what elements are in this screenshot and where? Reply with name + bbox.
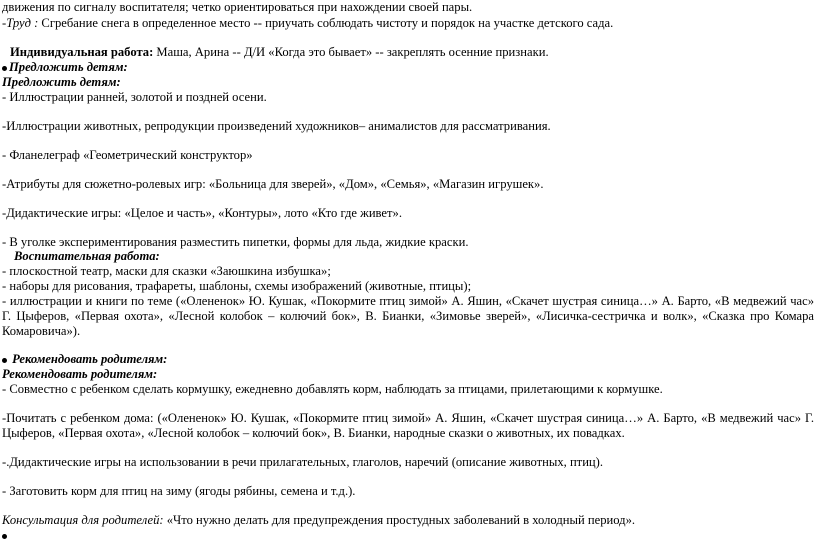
- line-text: движения по сигналу воспитателя; четко ориентироваться при нахождении своей пары.: [2, 0, 473, 14]
- text-line: [2, 177, 543, 192]
- section-heading: Предложить детям:: [2, 75, 121, 89]
- text-line: [2, 90, 267, 105]
- bullet-icon: [2, 358, 7, 363]
- line-text: - Заготовить корм для птиц на зиму (ягоды рябины, семена и т.д.).: [2, 484, 356, 498]
- text-line: [2, 16, 613, 31]
- section-heading: Воспитательная работа:: [14, 249, 160, 263]
- line-text: - Иллюстрации ранней, золотой и поздней осени.: [2, 90, 267, 104]
- text-line: [2, 352, 167, 367]
- line-text: - плоскостной театр, маски для сказки «Заюшкина избушка»;: [2, 264, 331, 278]
- text-line: [2, 0, 472, 15]
- text-line: [2, 455, 603, 470]
- line-text: -.Дидактические игры на использовании в речи прилагательных, глаголов, наречий (описание животных, птиц).: [2, 455, 604, 469]
- text-line: [10, 45, 549, 60]
- text-line: [2, 528, 9, 543]
- text-line: [2, 75, 121, 90]
- text-line: [14, 249, 160, 264]
- text-line: [2, 382, 663, 397]
- section-heading: Рекомендовать родителям:: [2, 367, 158, 381]
- text-line: [2, 206, 402, 221]
- paragraph-text: -Почитать с ребенком дома: («Олененок» Ю. Кушак, «Покормите птиц зимой» А. Яшин, «Скачет шустрая синица…» А. Барто, «В медвежий час» Г. Цыферов, «Первая охота», «Лесной колобок – колючий бок», В. Бианки, народные сказки о животных, их повадках.: [2, 411, 814, 440]
- text-line: [2, 148, 253, 163]
- text-line: [2, 279, 471, 294]
- line-text: «Что нужно делать для предупреждения простудных заболеваний в холодный период».: [163, 513, 636, 527]
- text-line: [2, 484, 355, 499]
- text-line: [2, 513, 635, 528]
- text-line: [2, 264, 331, 279]
- text-line: [2, 235, 469, 250]
- text-paragraph: [2, 294, 814, 339]
- text-line: [2, 367, 157, 382]
- line-text: -Дидактические игры: «Целое и часть», «Контуры», лото «Кто где живет».: [2, 206, 402, 220]
- line-text: Маша, Арина -- Д/И «Когда это бывает» -- закреплять осенние признаки.: [153, 45, 549, 59]
- line-text: -Атрибуты для сюжетно-ролевых игр: «Больница для зверей», «Дом», «Семья», «Магазин игрушек».: [2, 177, 544, 191]
- consultation-label: Консультация для родителей:: [2, 513, 164, 527]
- line-text: Сгребание снега в определенное место -- приучать соблюдать чистоту и порядок на участке детского сада.: [38, 16, 614, 30]
- paragraph-text: - иллюстрации и книги по теме («Олененок» Ю. Кушак, «Покормите птиц зимой» А. Яшин, «Скачет шустрая синица…» А. Барто, «В медвежий час» Г. Цыферов, «Первая охота», «Лесной колобок – колючий бок», В. Бианки, «Зимовье зверей», «Лисичка-сестричка и волк», «Сказка про Комара Комаровича»).: [2, 294, 814, 338]
- line-text: - В уголке экспериментирования разместить пипетки, формы для льда, жидкие краски.: [2, 235, 469, 249]
- individual-work-label: Индивидуальная работа:: [10, 45, 154, 59]
- text-paragraph: [2, 411, 814, 441]
- line-text: - Фланелеграф «Геометрический конструктор»: [2, 148, 253, 162]
- line-text: - наборы для рисования, трафареты, шаблоны, схемы изображений (животные, птицы);: [2, 279, 472, 293]
- line-text: -Иллюстрации животных, репродукции произведений художников– анималистов для рассматривания.: [2, 119, 551, 133]
- trud-label: -Труд :: [2, 16, 39, 30]
- section-heading: Рекомендовать родителям:: [12, 352, 168, 366]
- bullet-icon: [2, 66, 7, 71]
- section-heading: Предложить детям:: [9, 60, 128, 74]
- text-line: [2, 119, 551, 134]
- line-text: - Совместно с ребенком сделать кормушку, ежедневно добавлять корм, наблюдать за птицами, прилетающими к кормушке.: [2, 382, 663, 396]
- bullet-icon: [2, 534, 7, 539]
- text-line: [2, 60, 128, 75]
